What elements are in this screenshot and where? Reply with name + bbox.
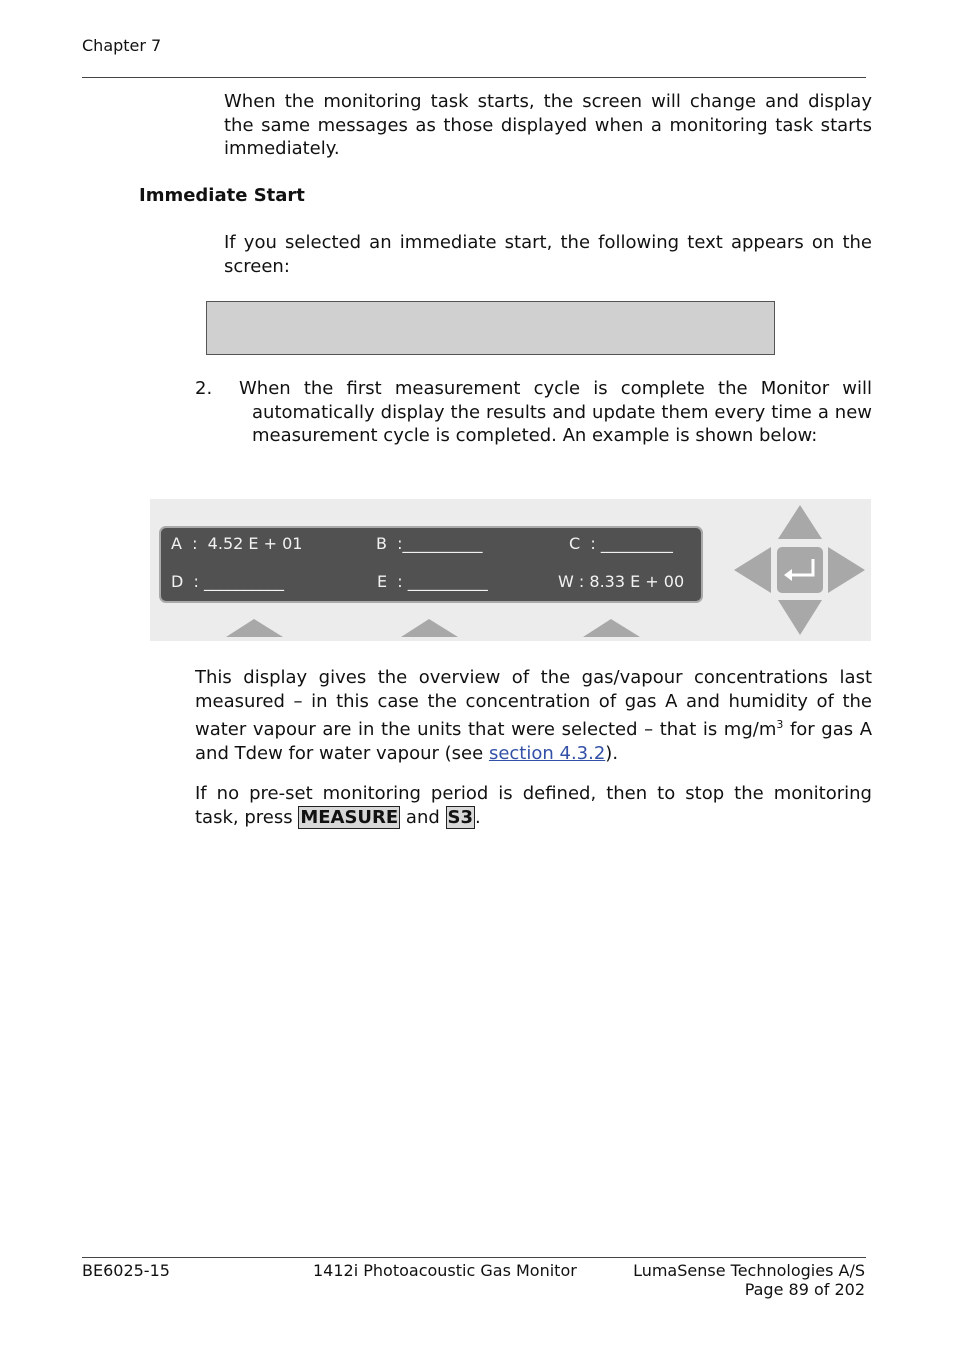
header-rule xyxy=(82,77,866,78)
softkey-arrow-icon[interactable] xyxy=(401,618,458,638)
section-link[interactable]: section 4.3.2 xyxy=(488,742,606,764)
stop-text-1: If no pre-set monitoring period is defined, then to stop the monitoring task, press xyxy=(195,783,872,828)
lcd-value-c: C : _________ xyxy=(569,534,673,553)
lcd-value-w: W : 8.33 E + 00 xyxy=(558,572,685,591)
chapter-header: Chapter 7 xyxy=(82,36,162,55)
footer-company: LumaSense Technologies A/S xyxy=(633,1261,865,1280)
footer-product: 1412i Photoacoustic Gas Monitor xyxy=(313,1261,577,1280)
lcd-value-a: A : 4.52 E + 01 xyxy=(171,534,303,553)
lcd-value-b: B :__________ xyxy=(376,534,483,553)
s3-key: S3 xyxy=(447,807,474,828)
lcd-value-d: D : __________ xyxy=(171,572,284,591)
screen-text-box xyxy=(206,301,775,355)
stop-text-end: . xyxy=(475,807,481,828)
navigation-keypad xyxy=(720,499,871,641)
superscript-3: 3 xyxy=(776,718,784,731)
stop-paragraph xyxy=(195,782,872,830)
up-arrow-icon[interactable] xyxy=(778,505,822,539)
immediate-start-paragraph: If you selected an immediate start, the following text appears on the screen: xyxy=(224,232,872,277)
list-item-text xyxy=(239,377,872,448)
footer-rule xyxy=(82,1257,866,1258)
lcd-value-e: E : __________ xyxy=(377,572,488,591)
overview-text-1: This display gives the overview of the gas/vapour concentrations last measured – in this case the concentration of gas A and humidity of the water vapour are in the units that were selected – that is mg/m xyxy=(195,667,872,740)
right-arrow-icon[interactable] xyxy=(828,547,865,593)
softkey-arrow-icon[interactable] xyxy=(583,618,640,638)
down-arrow-icon[interactable] xyxy=(778,600,822,635)
list-item-body: When the first measurement cycle is complete the Monitor will automatically display the results and update them every time a new measurement cycle is completed. An example is shown below: xyxy=(239,378,872,446)
footer-doc-id: BE6025-15 xyxy=(82,1261,170,1280)
section-heading: Immediate Start xyxy=(139,185,305,206)
softkey-arrow-icon[interactable] xyxy=(226,618,283,638)
footer-page-number: Page 89 of 202 xyxy=(744,1280,865,1299)
enter-icon[interactable] xyxy=(777,547,823,593)
intro-paragraph: When the monitoring task starts, the screen will change and display the same messages as those displayed when a monitoring task starts immediately. xyxy=(224,91,872,159)
overview-text-3: ). xyxy=(605,742,619,764)
stop-text-2: and xyxy=(400,807,446,828)
measure-key: MEASURE xyxy=(300,807,399,828)
overview-paragraph xyxy=(195,666,872,765)
overview-text-2: for gas A and Tdew for water vapour (see xyxy=(195,719,873,764)
left-arrow-icon[interactable] xyxy=(734,547,771,593)
list-number: 2. xyxy=(195,378,213,399)
